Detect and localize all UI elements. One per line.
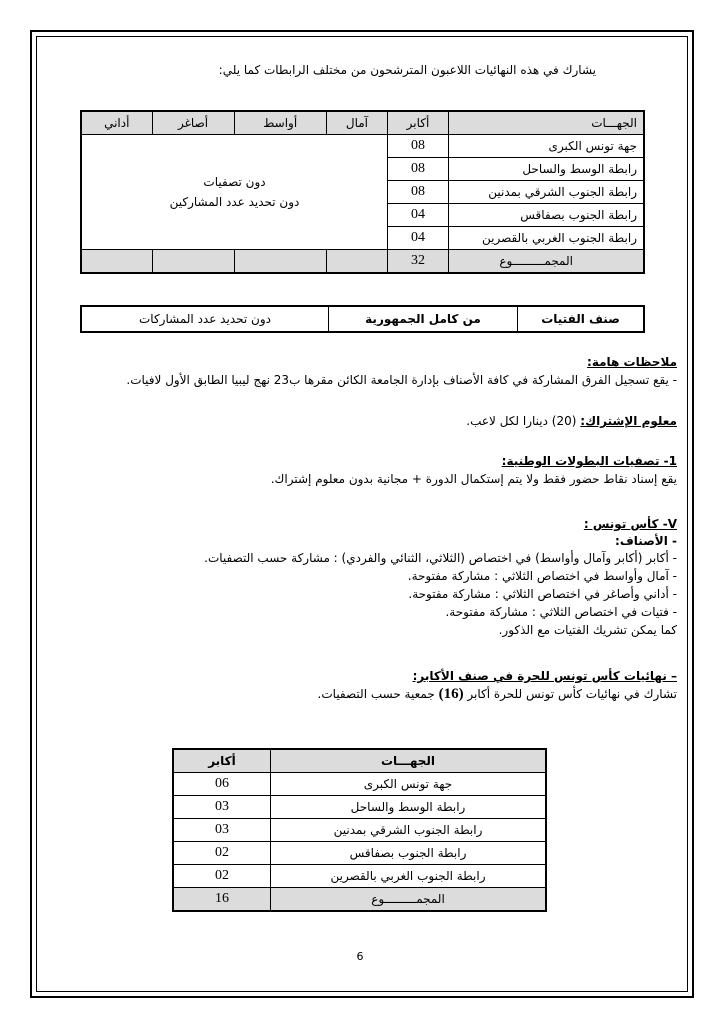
region-cell: رابطة الجنوب الشرقي بمدنين	[271, 819, 547, 842]
table-row	[173, 819, 546, 842]
value-cell: 06	[173, 773, 271, 796]
girls-table	[80, 305, 645, 333]
region-cell: جهة تونس الكبرى	[271, 773, 547, 796]
region-cell: رابطة الجنوب بصفاقس	[271, 842, 547, 865]
region-cell: رابطة الوسط والساحل	[449, 158, 645, 181]
region-cell: رابطة الجنوب بصفاقس	[449, 204, 645, 227]
empty-cell	[234, 250, 326, 274]
girls-participants-cell: دون تحديد عدد المشاركات	[81, 306, 329, 332]
col-header-regions: الجهـــات	[449, 111, 645, 135]
value-cell: 03	[173, 819, 271, 842]
value-cell: 04	[388, 204, 449, 227]
col-header-hopes: آمال	[326, 111, 387, 135]
notes-line: - يقع تسجيل الفرق المشاركة في كافة الأصناف بإدارة الجامعة الكائن مقرها ب23 نهج ليبيا الطابق الأول لافيات.	[126, 373, 677, 387]
merged-note-line2: دون تحديد عدد المشاركين	[169, 195, 300, 209]
national-title: 1- تصفيات البطولات الوطنية:	[501, 454, 677, 468]
table-row	[173, 865, 546, 888]
cup-title: V- كأس تونس :	[583, 517, 677, 531]
col-header-juniors: أواسط	[234, 111, 326, 135]
cup-line: - أداني وأصاغر في اختصاص الثلاثي : مشاركة مفتوحة.	[408, 587, 677, 601]
table-total-row	[173, 888, 546, 912]
merged-note-line1: دون تصفيات	[203, 175, 266, 189]
finals-text	[318, 686, 677, 703]
intro-text: يشارك في هذه النهائيات اللاعبون المترشحون من مختلف الرابطات كما يلي:	[218, 63, 596, 77]
region-cell: رابطة الجنوب الغربي بالقصرين	[449, 227, 645, 250]
region-cell: رابطة الوسط والساحل	[271, 796, 547, 819]
empty-cell	[326, 250, 387, 274]
fee-line	[466, 413, 677, 430]
cup-line: كما يمكن تشريك الفتيات مع الذكور.	[498, 623, 677, 637]
table-row	[173, 796, 546, 819]
leagues-table	[80, 110, 645, 274]
fee-label: معلوم الإشتراك:	[580, 414, 677, 428]
value-cell: 08	[388, 181, 449, 204]
girls-category-cell: صنف الفتيات	[518, 306, 645, 332]
table-header-row	[173, 749, 546, 773]
value-cell: 08	[388, 135, 449, 158]
region-cell: رابطة الجنوب الغربي بالقصرين	[271, 865, 547, 888]
finals-number: (16)	[438, 686, 464, 702]
finals-table	[172, 748, 547, 912]
cup-line: - آمال وأواسط في اختصاص الثلاثي : مشاركة مفتوحة.	[407, 569, 677, 583]
col-header-seniors: أكابر	[388, 111, 449, 135]
value-cell: 08	[388, 158, 449, 181]
empty-cell	[152, 250, 234, 274]
finals-text-a: تشارك في نهائيات كأس تونس للحرة أكابر	[463, 687, 677, 701]
cup-line: - فتيات في اختصاص الثلاثي : مشاركة مفتوحة.	[445, 605, 677, 619]
total-label-cell: المجمـــــــــوع	[271, 888, 547, 912]
region-cell: جهة تونس الكبرى	[449, 135, 645, 158]
finals-text-b: جمعية حسب التصفيات.	[317, 687, 439, 701]
table-header-row	[81, 111, 644, 135]
table-row	[81, 306, 644, 332]
value-cell: 03	[173, 796, 271, 819]
national-text: يقع إسناد نقاط حضور فقط ولا يتم إستكمال الدورة + مجانية بدون معلوم إشتراك.	[270, 472, 677, 486]
cup-line: - أكابر (أكابر وآمال وأواسط) في اختصاص (الثلاثي، الثنائي والفردي) : مشاركة حسب التصفيات.	[204, 551, 677, 565]
col-header-cadets: أصاغر	[152, 111, 234, 135]
value-cell: 04	[388, 227, 449, 250]
merged-note-cell	[81, 135, 388, 250]
table-row	[173, 842, 546, 865]
girls-scope-cell: من كامل الجمهورية	[329, 306, 518, 332]
table-total-row	[81, 250, 644, 274]
fee-text: (20) دينارا لكل لاعب.	[466, 414, 581, 428]
total-label-cell: المجمـــــــــوع	[449, 250, 645, 274]
value-cell: 02	[173, 842, 271, 865]
table-row	[81, 135, 644, 158]
empty-cell	[81, 250, 152, 274]
page-number: 6	[356, 950, 364, 963]
table-row	[173, 773, 546, 796]
col-header-minimes: أداني	[81, 111, 152, 135]
cup-categories-title: - الأصناف:	[615, 534, 677, 548]
total-value-cell: 32	[388, 250, 449, 274]
col-header-regions: الجهـــات	[271, 749, 547, 773]
value-cell: 02	[173, 865, 271, 888]
col-header-seniors: أكابر	[173, 749, 271, 773]
notes-title: ملاحظات هامة:	[587, 355, 677, 369]
region-cell: رابطة الجنوب الشرقي بمدنين	[449, 181, 645, 204]
finals-title: – نهائيات كأس تونس للحرة في صنف الأكابر:	[412, 669, 677, 683]
total-value-cell: 16	[173, 888, 271, 912]
